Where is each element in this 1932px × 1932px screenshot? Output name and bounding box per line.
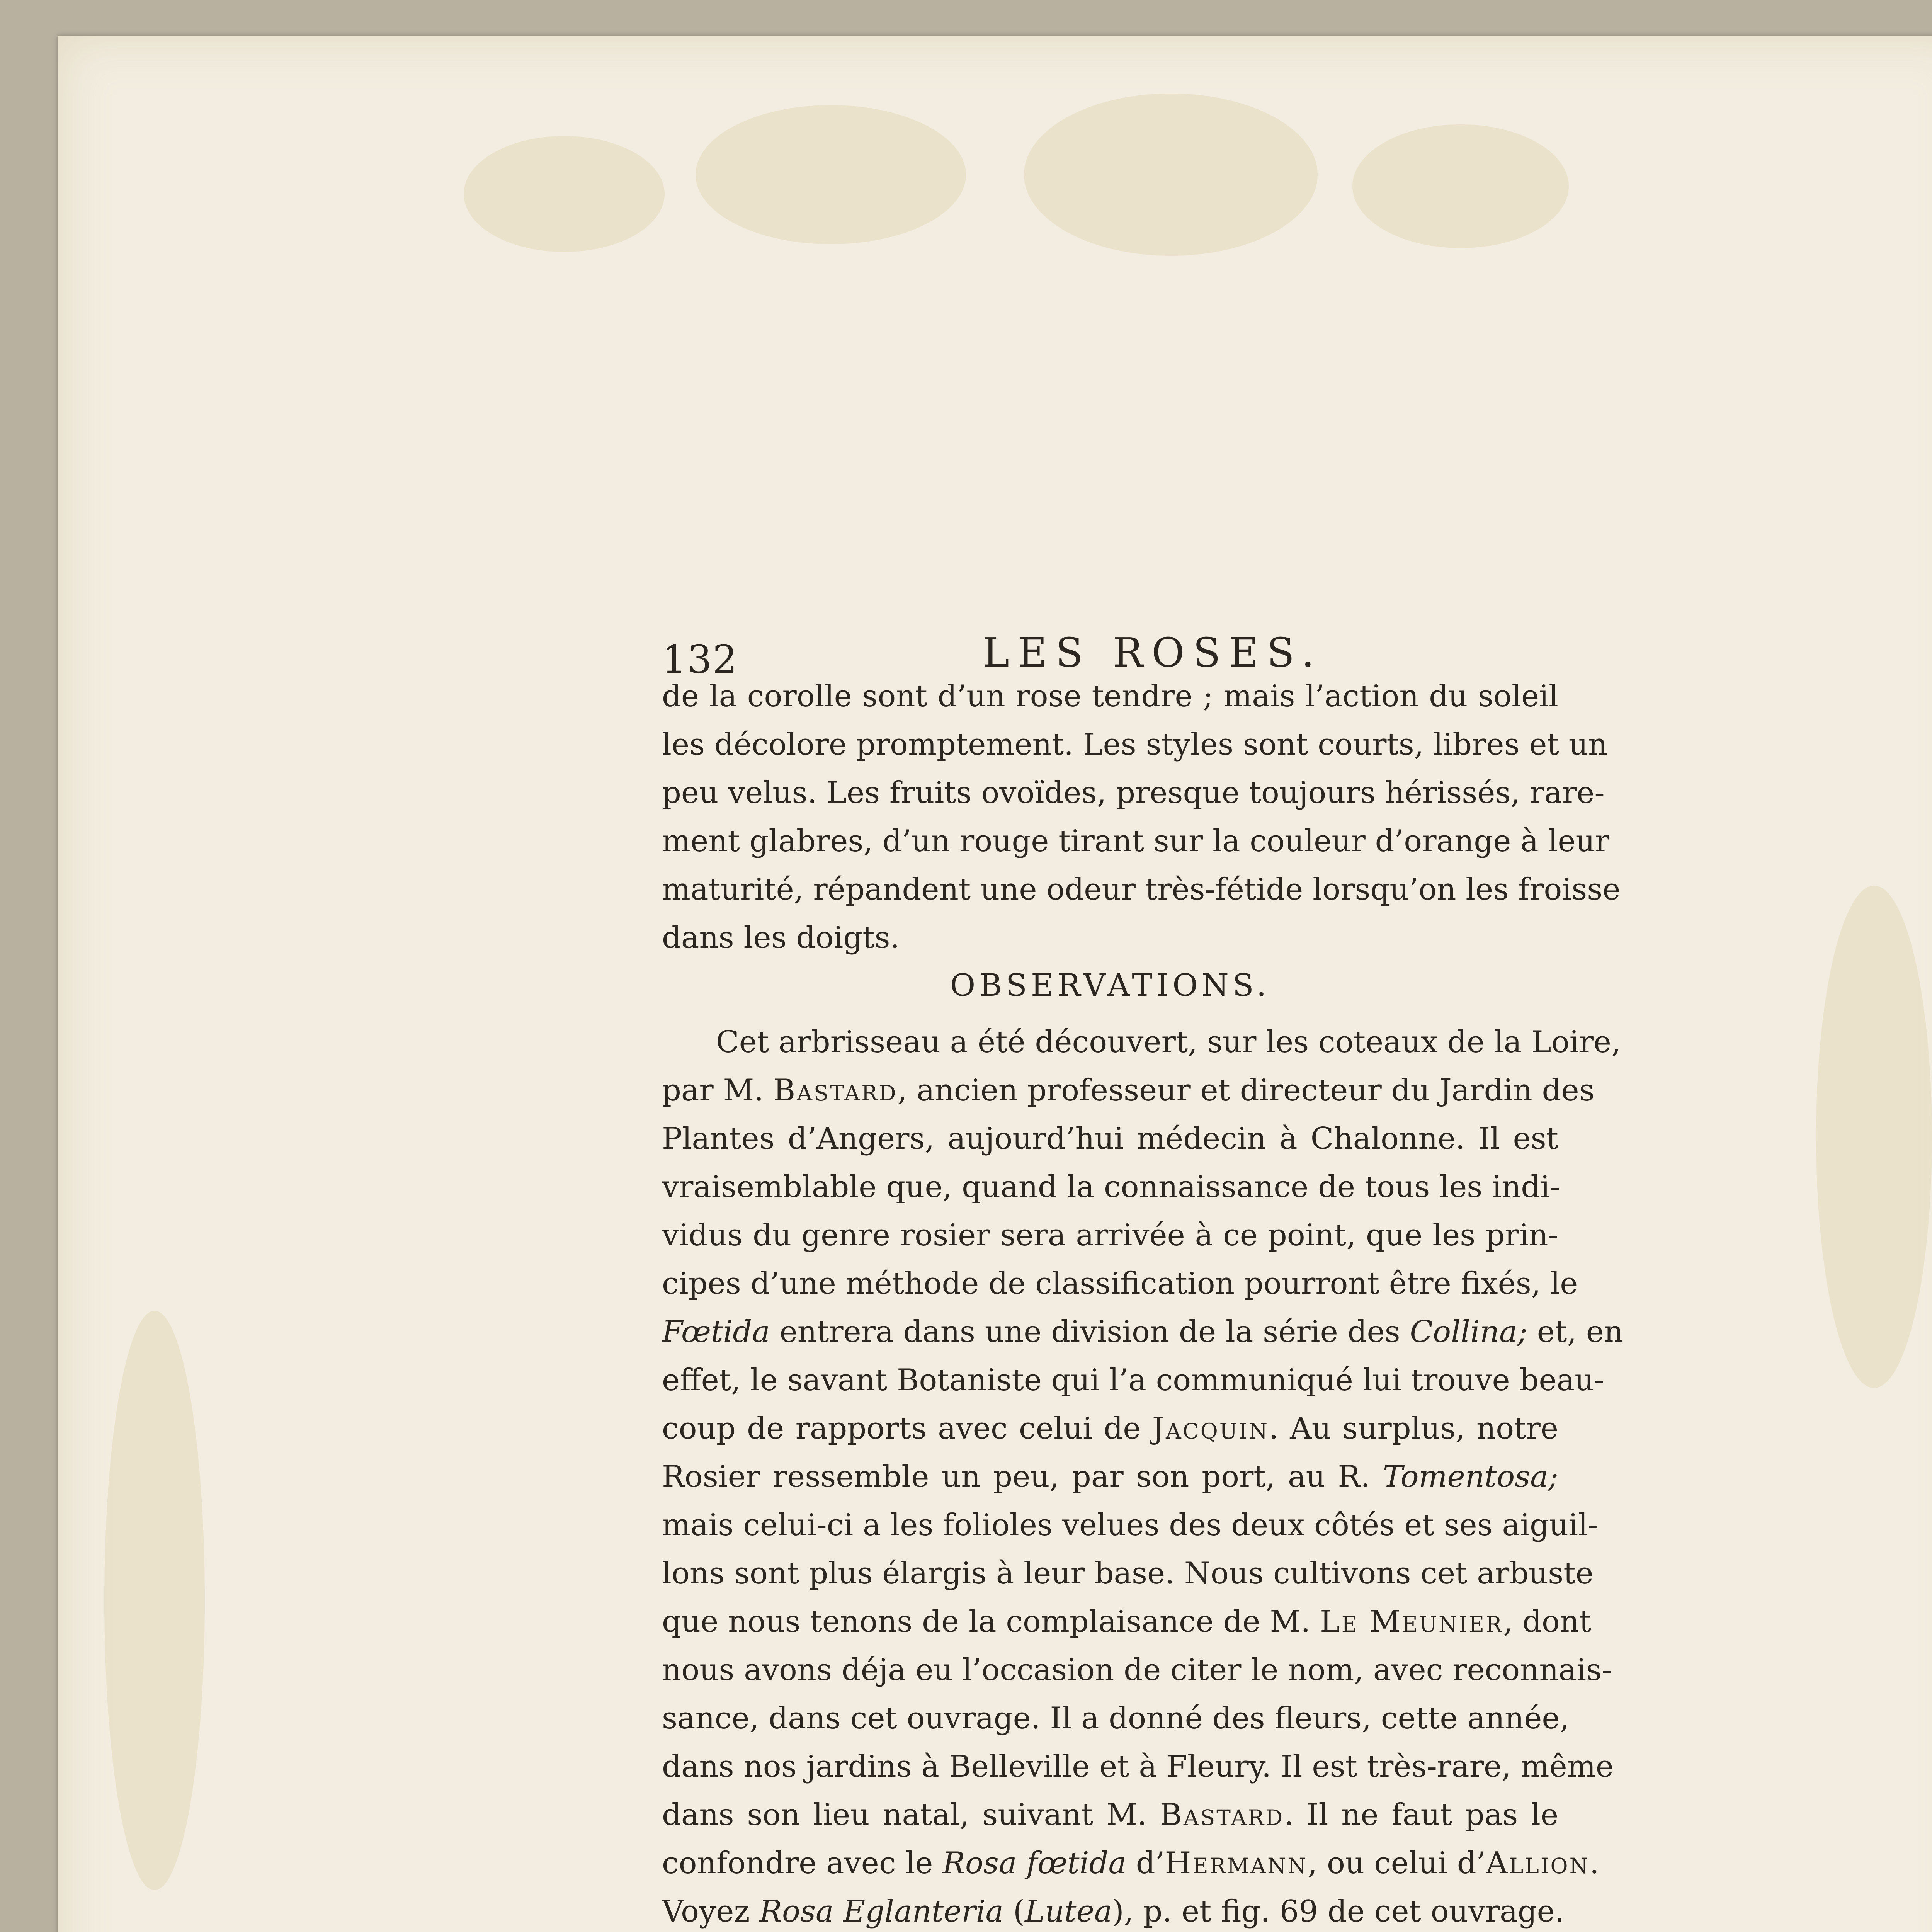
- text-line: [662, 1791, 1558, 1839]
- person-name: Bastard: [1160, 1798, 1284, 1832]
- text-line: mais celui-ci a les folioles velues des deux côtés et ses aiguil-: [662, 1508, 1598, 1543]
- paragraph-description: [662, 672, 1621, 962]
- person-name: Allion: [1486, 1846, 1590, 1881]
- person-name: Jacquin: [1152, 1411, 1269, 1446]
- text-line: maturité, répandent une odeur très-fétide lorsqu’on les froisse: [662, 872, 1621, 907]
- species-name: Fœtida: [662, 1315, 770, 1349]
- text-line: effet, le savant Botaniste qui l’a communiqué lui trouve beau-: [662, 1363, 1604, 1398]
- person-name: Hermann: [1165, 1846, 1308, 1881]
- species-name: Tomentosa;: [1383, 1459, 1558, 1494]
- species-name: Lutea: [1025, 1894, 1112, 1929]
- text-line: cipes d’une méthode de classification pourront être fixés, le: [662, 1266, 1578, 1301]
- paper-stain: [1024, 94, 1318, 256]
- text-block: [662, 622, 1624, 1932]
- text-run: (: [1003, 1894, 1025, 1929]
- species-name: Collina;: [1410, 1315, 1527, 1349]
- running-title: LES ROSES.: [982, 629, 1323, 676]
- text-line: [662, 1453, 1558, 1501]
- text-run: . Il ne faut pas le: [1284, 1798, 1558, 1832]
- text-run: , ou celui d’: [1308, 1846, 1486, 1881]
- species-name: Rosa fœtida: [942, 1846, 1126, 1881]
- text-line: Cet arbrisseau a été découvert, sur les coteaux de la Loire,: [716, 1025, 1621, 1060]
- paper-stain: [1816, 886, 1932, 1388]
- text-run: Voyez: [662, 1894, 760, 1929]
- text-run: entrera dans une division de la série des: [770, 1315, 1410, 1349]
- paper-stain: [1352, 124, 1569, 248]
- text-run: d’: [1126, 1846, 1165, 1881]
- text-line: lons sont plus élargis à leur base. Nous cultivons cet arbuste: [662, 1556, 1594, 1591]
- text-run: par M.: [662, 1073, 764, 1108]
- text-run: coup de rapports avec celui de: [662, 1411, 1152, 1446]
- text-line: ment glabres, d’un rouge tirant sur la couleur d’orange à leur: [662, 824, 1610, 859]
- text-line: peu velus. Les fruits ovoïdes, presque toujours hérissés, rare-: [662, 776, 1605, 810]
- text-run: et, en: [1527, 1315, 1624, 1349]
- text-line: [662, 1405, 1558, 1453]
- text-run: , dont: [1503, 1604, 1592, 1639]
- paper-stain: [696, 105, 966, 244]
- paragraph-observations: [662, 1018, 1624, 1932]
- text-line: [662, 1888, 1565, 1932]
- text-line: de la corolle sont d’un rose tendre ; mais l’action du soleil: [662, 679, 1558, 714]
- section-heading: OBSERVATIONS.: [950, 967, 1270, 1003]
- text-line: nous avons déja eu l’occasion de citer le nom, avec reconnais-: [662, 1653, 1612, 1687]
- species-name: Rosa Eglanteria: [759, 1894, 1004, 1929]
- text-line: vraisemblable que, quand la connaissance de tous les indi-: [662, 1170, 1560, 1204]
- paper-stain: [104, 1311, 205, 1890]
- text-line: [662, 1066, 1595, 1115]
- text-line: Plantes d’Angers, aujourd’hui médecin à Chalonne. Il est: [662, 1121, 1558, 1156]
- text-run: . Au surplus, notre: [1269, 1411, 1558, 1446]
- person-name: Le Meunier: [1320, 1604, 1503, 1639]
- text-line: les décolore promptement. Les styles sont courts, libres et un: [662, 727, 1608, 762]
- text-run: , ancien professeur et directeur du Jardin des: [897, 1073, 1595, 1108]
- text-line: dans nos jardins à Belleville et à Fleury. Il est très-rare, même: [662, 1749, 1614, 1784]
- text-run: .: [1589, 1846, 1599, 1881]
- person-name: Bastard: [773, 1073, 898, 1108]
- text-run: dans son lieu natal, suivant M.: [662, 1798, 1160, 1832]
- text-line: dans les doigts.: [662, 920, 900, 955]
- running-head: [662, 622, 1558, 682]
- text-run: Rosier ressemble un peu, par son port, au R.: [662, 1459, 1383, 1494]
- text-line: sance, dans cet ouvrage. Il a donné des fleurs, cette année,: [662, 1701, 1570, 1736]
- text-line: [662, 1308, 1624, 1356]
- page-number: 132: [662, 637, 738, 682]
- text-line: [662, 1839, 1599, 1888]
- paper-stain: [464, 136, 665, 252]
- text-line: vidus du genre rosier sera arrivée à ce point, que les prin-: [662, 1218, 1558, 1253]
- text-run: confondre avec le: [662, 1846, 943, 1881]
- text-line: [662, 1598, 1592, 1646]
- text-run: ), p. et fig. 69 de cet ouvrage.: [1112, 1894, 1565, 1929]
- text-run: que nous tenons de la complaisance de M.: [662, 1604, 1320, 1639]
